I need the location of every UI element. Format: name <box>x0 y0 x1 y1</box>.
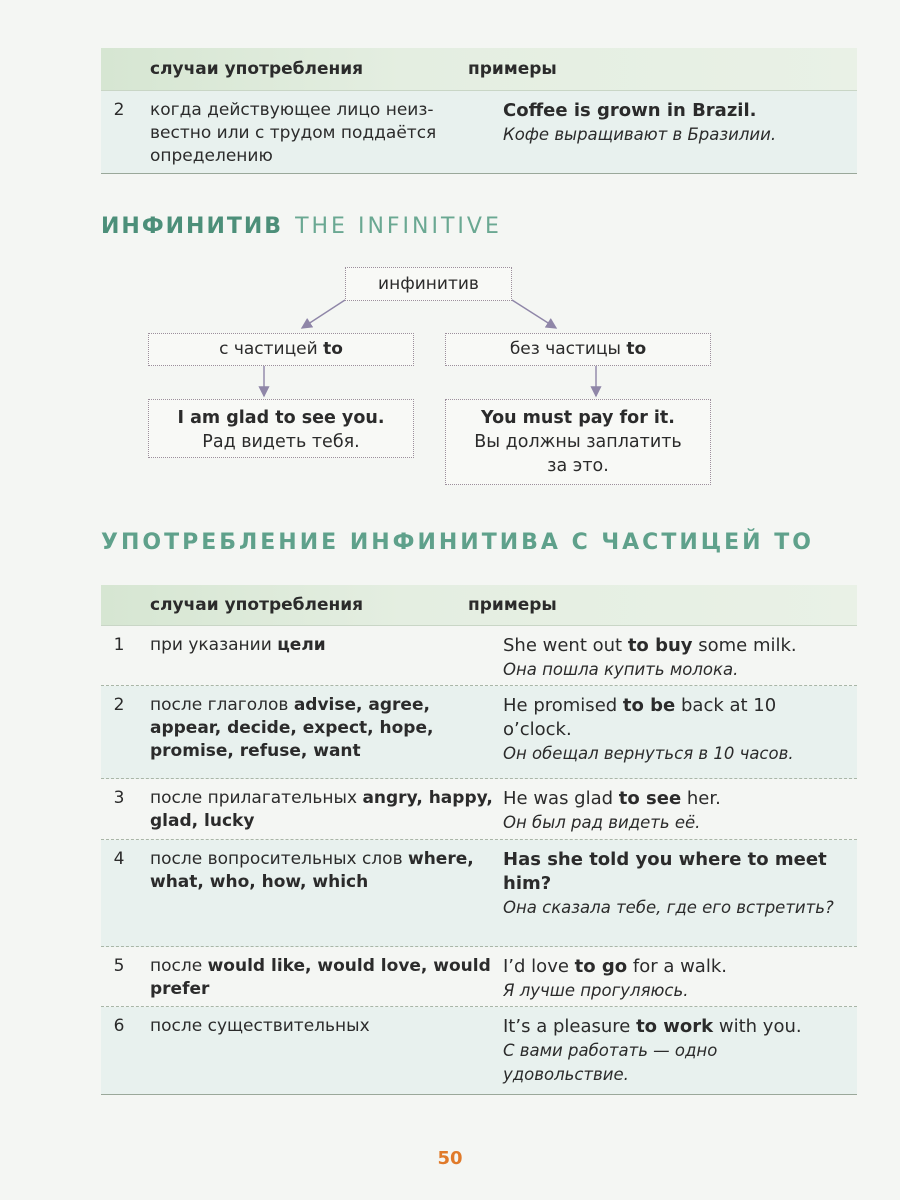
right-label-text: без частицы <box>509 339 627 359</box>
diagram-right-example-box <box>445 399 711 485</box>
row-number: 2 <box>113 100 125 120</box>
row-example <box>501 91 857 173</box>
arrow-right <box>512 300 556 328</box>
right-example-english: You must pay for it. <box>481 408 675 428</box>
table-row <box>101 91 857 174</box>
example-english: I’d love to go for a walk. <box>503 956 727 977</box>
table-row <box>101 1007 857 1095</box>
table-row <box>101 686 857 779</box>
table-row <box>101 626 857 686</box>
diagram-left-example-box <box>148 399 414 458</box>
row-case: после прилагательных angry, happy, glad, lucky <box>150 788 493 831</box>
row-example <box>501 1007 857 1094</box>
row-example <box>501 686 857 778</box>
example-english: He promised to be back at 10 o’clock. <box>503 695 777 740</box>
row-case: после существительных <box>150 1016 370 1036</box>
example-english: He was glad to see her. <box>503 788 721 809</box>
example-russian: Кофе выращивают в Бразилии. <box>503 125 777 144</box>
example-english: Has she told you where to meet him? <box>503 849 827 894</box>
root-label: инфинитив <box>378 274 479 294</box>
row-number: 1 <box>113 635 125 655</box>
example-russian: Я лучше прогуляюсь. <box>503 981 689 1000</box>
left-example-russian: Рад видеть тебя. <box>202 432 360 452</box>
case-line: определению <box>150 146 273 166</box>
heading-english: THE INFINITIVE <box>295 214 502 239</box>
left-example-english: I am glad to see you. <box>177 408 385 428</box>
table-row <box>101 779 857 840</box>
example-english: Coffee is grown in Brazil. <box>503 100 757 121</box>
row-number: 2 <box>113 695 125 715</box>
row-number: 4 <box>113 849 125 869</box>
table-row <box>101 947 857 1007</box>
case-line: вестно или с трудом поддаётся <box>150 123 437 143</box>
diagram-left-label-box <box>148 333 414 366</box>
example-russian: Он обещал вернуться в 10 часов. <box>503 744 794 763</box>
arrow-left <box>302 300 345 328</box>
right-label-bold: to <box>626 339 647 359</box>
example-russian: Она сказала тебе, где его встретить? <box>503 898 834 917</box>
example-russian: С вами работать — одно удовольствие. <box>503 1041 718 1084</box>
infinitive-usage-table <box>101 585 857 1095</box>
row-example <box>501 947 857 1006</box>
column-header-examples: примеры <box>468 59 557 79</box>
diagram-right-label-box <box>445 333 711 366</box>
row-case: после вопросительных слов where, what, who, how, which <box>150 849 474 892</box>
example-english: She went out to buy some milk. <box>503 635 797 656</box>
right-example-russian-line1: Вы должны заплатить <box>474 432 682 452</box>
example-russian: Он был рад видеть её. <box>503 813 701 832</box>
row-case: после would like, would love, would prefer <box>150 956 491 999</box>
diagram-root-box <box>345 267 512 301</box>
row-case: при указании цели <box>150 635 326 655</box>
row-example <box>501 626 857 685</box>
row-case: после глаголов advise, agree, appear, decide, expect, hope, promise, refuse, want <box>150 695 434 761</box>
page-number: 50 <box>437 1148 463 1169</box>
column-header-case: случаи употребления <box>150 595 364 615</box>
passive-usage-table <box>101 48 857 174</box>
section-heading <box>101 214 502 239</box>
column-header-case: случаи употребления <box>150 59 364 79</box>
right-example-russian-line2: за это. <box>547 456 609 476</box>
row-number: 5 <box>113 956 125 976</box>
table-header <box>101 585 857 626</box>
left-label-bold: to <box>323 339 343 359</box>
example-english: It’s a pleasure to work with you. <box>503 1016 802 1037</box>
row-example <box>501 779 857 839</box>
row-number: 6 <box>113 1016 125 1036</box>
row-case <box>137 91 501 173</box>
example-russian: Она пошла купить молока. <box>503 660 739 679</box>
case-line: когда действующее лицо неиз- <box>150 100 434 120</box>
usage-heading: УПОТРЕБЛЕНИЕ ИНФИНИТИВА С ЧАСТИЦЕЙ TO <box>101 530 814 555</box>
column-header-examples: примеры <box>468 595 557 615</box>
table-header <box>101 48 857 91</box>
heading-russian: ИНФИНИТИВ <box>101 214 284 239</box>
table-row <box>101 840 857 947</box>
row-example <box>501 840 857 946</box>
row-number: 3 <box>113 788 125 808</box>
left-label-text: с частицей <box>219 339 324 359</box>
